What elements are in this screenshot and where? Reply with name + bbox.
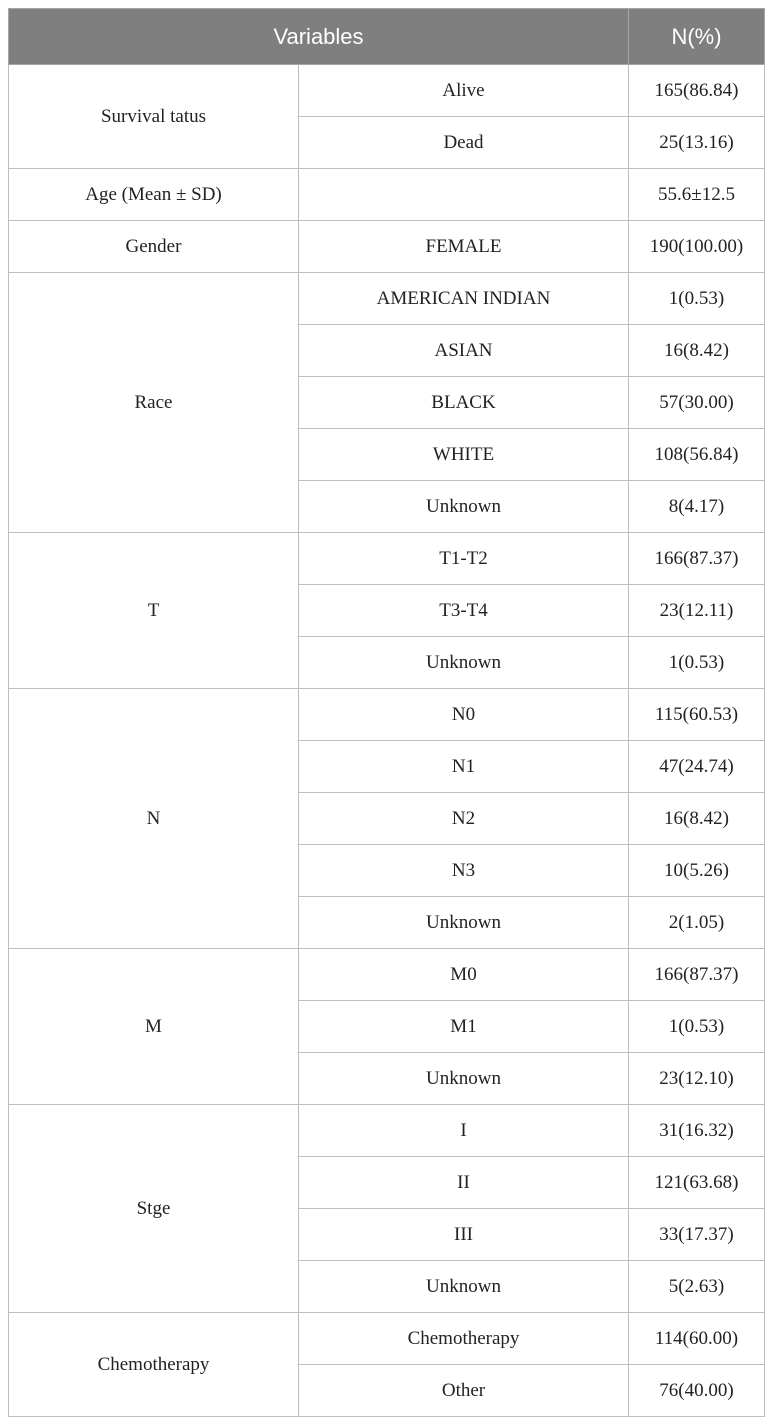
category-cell: ASIAN <box>299 325 629 377</box>
table-row <box>9 1105 765 1157</box>
header-variables: Variables <box>9 9 629 65</box>
variable-label: M <box>9 949 299 1105</box>
value-cell: 121(63.68) <box>629 1157 765 1209</box>
category-cell: T1-T2 <box>299 533 629 585</box>
variable-label: Age (Mean ± SD) <box>9 169 299 221</box>
value-cell: 31(16.32) <box>629 1105 765 1157</box>
variable-label: Race <box>9 273 299 533</box>
variable-label: Stge <box>9 1105 299 1313</box>
category-cell: T3-T4 <box>299 585 629 637</box>
table-row <box>9 949 765 1001</box>
value-cell: 166(87.37) <box>629 949 765 1001</box>
category-cell: Unknown <box>299 1261 629 1313</box>
category-cell <box>299 169 629 221</box>
table-row <box>9 689 765 741</box>
characteristics-table <box>8 8 765 1417</box>
value-cell: 33(17.37) <box>629 1209 765 1261</box>
value-cell: 5(2.63) <box>629 1261 765 1313</box>
category-cell: Chemotherapy <box>299 1313 629 1365</box>
variable-label: T <box>9 533 299 689</box>
value-cell: 25(13.16) <box>629 117 765 169</box>
value-cell: 1(0.53) <box>629 273 765 325</box>
table-body <box>9 65 765 1417</box>
table-row <box>9 1313 765 1365</box>
category-cell: Unknown <box>299 637 629 689</box>
category-cell: Dead <box>299 117 629 169</box>
header-row <box>9 9 765 65</box>
variable-label: Chemotherapy <box>9 1313 299 1417</box>
table-row <box>9 65 765 117</box>
value-cell: 114(60.00) <box>629 1313 765 1365</box>
variable-label: N <box>9 689 299 949</box>
value-cell: 47(24.74) <box>629 741 765 793</box>
value-cell: 23(12.10) <box>629 1053 765 1105</box>
category-cell: N1 <box>299 741 629 793</box>
category-cell: Unknown <box>299 897 629 949</box>
value-cell: 10(5.26) <box>629 845 765 897</box>
category-cell: Other <box>299 1365 629 1417</box>
table-row <box>9 273 765 325</box>
value-cell: 8(4.17) <box>629 481 765 533</box>
table-row <box>9 221 765 273</box>
table-row <box>9 533 765 585</box>
value-cell: 16(8.42) <box>629 325 765 377</box>
category-cell: AMERICAN INDIAN <box>299 273 629 325</box>
category-cell: I <box>299 1105 629 1157</box>
category-cell: FEMALE <box>299 221 629 273</box>
value-cell: 57(30.00) <box>629 377 765 429</box>
table-header <box>9 9 765 65</box>
category-cell: BLACK <box>299 377 629 429</box>
characteristics-table-container <box>8 8 764 1417</box>
table-row <box>9 169 765 221</box>
variable-label: Survival tatus <box>9 65 299 169</box>
value-cell: 108(56.84) <box>629 429 765 481</box>
category-cell: WHITE <box>299 429 629 481</box>
category-cell: N2 <box>299 793 629 845</box>
value-cell: 190(100.00) <box>629 221 765 273</box>
value-cell: 2(1.05) <box>629 897 765 949</box>
category-cell: M0 <box>299 949 629 1001</box>
value-cell: 1(0.53) <box>629 637 765 689</box>
value-cell: 166(87.37) <box>629 533 765 585</box>
variable-label: Gender <box>9 221 299 273</box>
category-cell: Unknown <box>299 1053 629 1105</box>
value-cell: 115(60.53) <box>629 689 765 741</box>
value-cell: 76(40.00) <box>629 1365 765 1417</box>
value-cell: 23(12.11) <box>629 585 765 637</box>
value-cell: 1(0.53) <box>629 1001 765 1053</box>
category-cell: N0 <box>299 689 629 741</box>
value-cell: 16(8.42) <box>629 793 765 845</box>
category-cell: Unknown <box>299 481 629 533</box>
category-cell: Alive <box>299 65 629 117</box>
value-cell: 55.6±12.5 <box>629 169 765 221</box>
category-cell: III <box>299 1209 629 1261</box>
header-n-percent: N(%) <box>629 9 765 65</box>
value-cell: 165(86.84) <box>629 65 765 117</box>
category-cell: II <box>299 1157 629 1209</box>
category-cell: N3 <box>299 845 629 897</box>
category-cell: M1 <box>299 1001 629 1053</box>
